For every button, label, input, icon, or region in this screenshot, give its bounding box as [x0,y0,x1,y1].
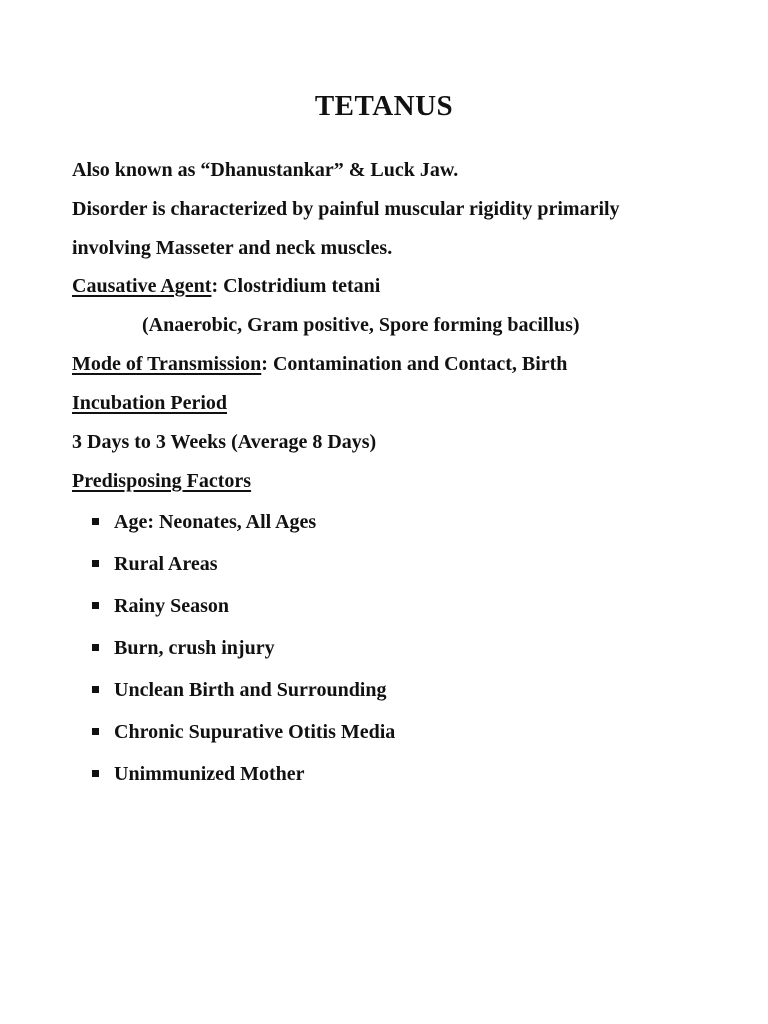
square-bullet-icon [92,560,99,567]
square-bullet-icon [92,602,99,609]
causative-agent-line [72,274,380,298]
list-item-text: Unclean Birth and Surrounding [114,679,387,701]
causative-agent-detail: (Anaerobic, Gram positive, Spore forming bacillus) [142,314,580,336]
page-title: TETANUS [314,90,454,122]
transmission-line [72,352,567,376]
list-item-text: Rural Areas [114,553,218,575]
description-line-2: involving Masseter and neck muscles. [72,237,393,259]
causative-agent-label: Causative Agent [72,275,212,297]
square-bullet-icon [92,728,99,735]
list-item-text: Burn, crush injury [114,637,275,659]
causative-agent-value: : Clostridium tetani [211,275,381,297]
square-bullet-icon [92,644,99,651]
description-line-1: Disorder is characterized by painful muscular rigidity primarily [72,198,620,220]
also-known-as-line: Also known as “Dhanustankar” & Luck Jaw. [72,159,459,181]
square-bullet-icon [92,518,99,525]
transmission-value: : Contamination and Contact, Birth [261,353,568,375]
square-bullet-icon [92,686,99,693]
square-bullet-icon [92,770,99,777]
list-item-text: Age: Neonates, All Ages [114,511,317,533]
incubation-period-heading: Incubation Period [72,392,228,414]
list-item-text: Unimmunized Mother [114,763,305,785]
list-item-text: Rainy Season [114,595,230,617]
list-item-text: Chronic Supurative Otitis Media [114,721,396,743]
incubation-period-value: 3 Days to 3 Weeks (Average 8 Days) [72,431,377,453]
transmission-label: Mode of Transmission [72,353,262,375]
predisposing-factors-heading: Predisposing Factors [72,470,252,492]
